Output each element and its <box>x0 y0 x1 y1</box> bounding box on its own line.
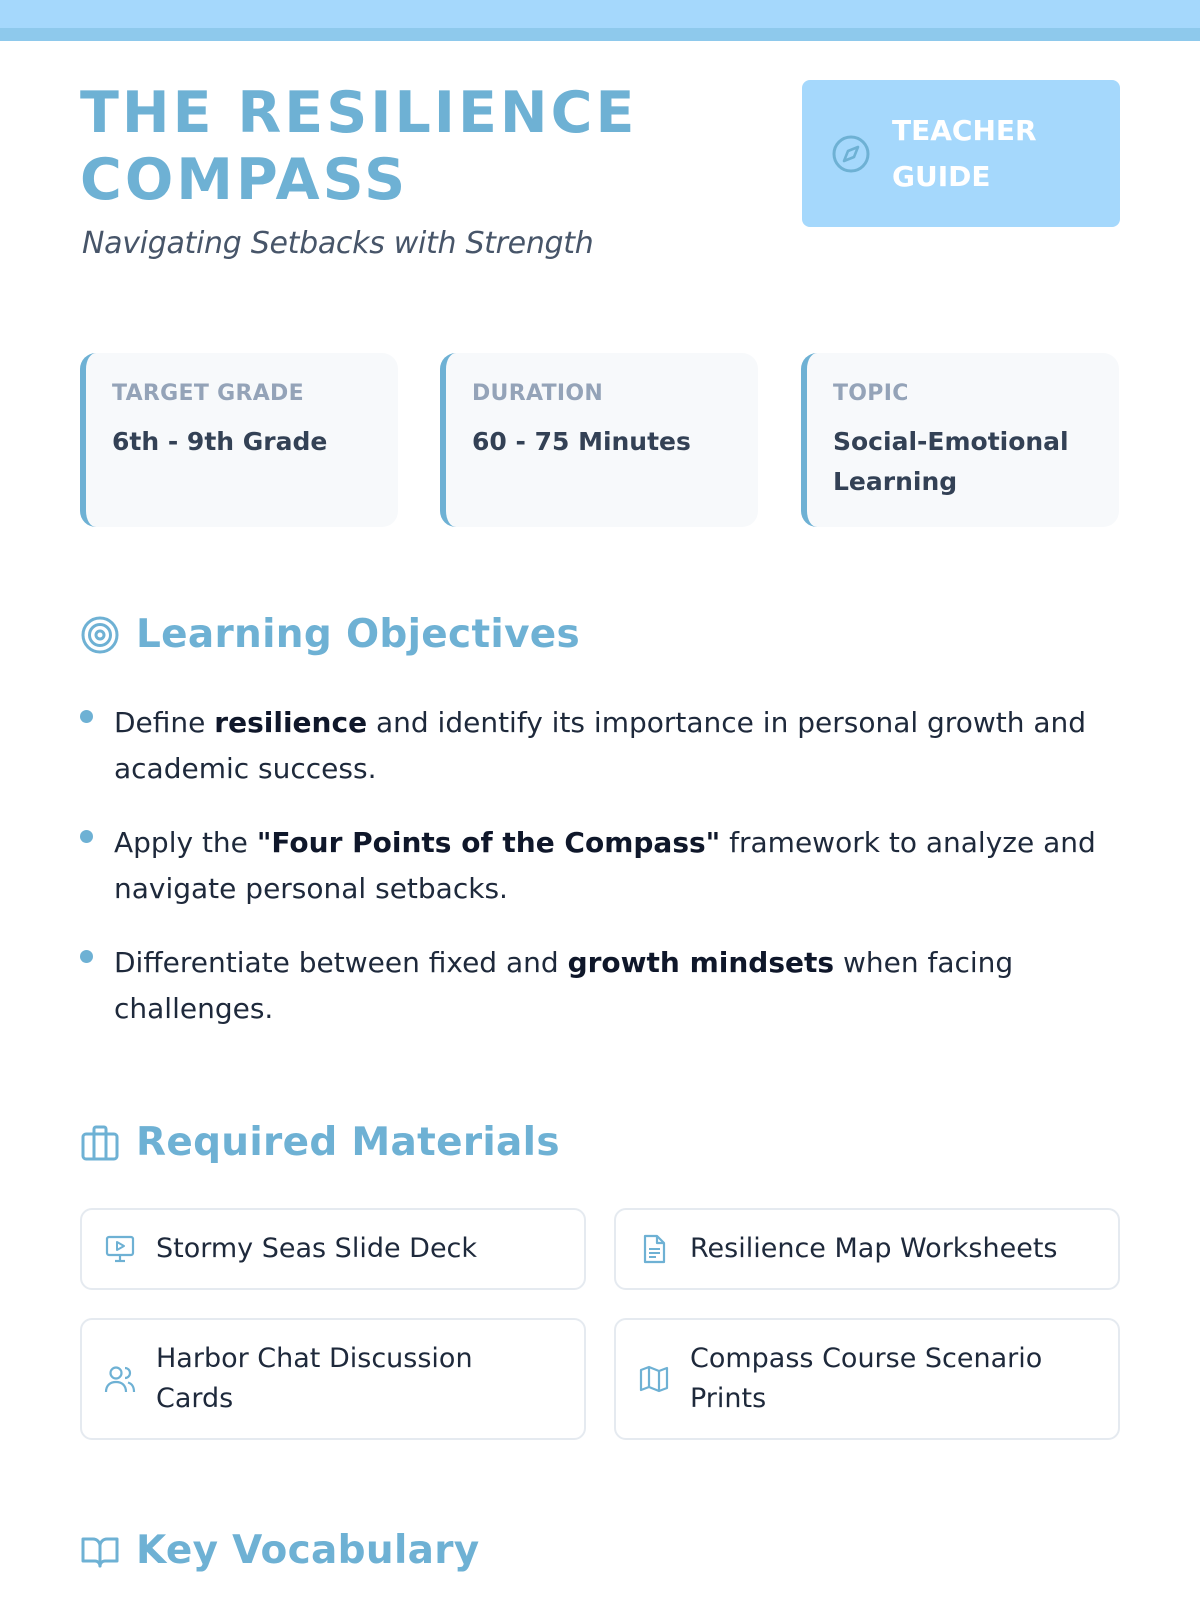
target-icon <box>80 615 120 655</box>
objective-item <box>80 700 1120 792</box>
document-icon <box>638 1233 670 1265</box>
teacher-guide-label: TEACHER GUIDE <box>892 113 1037 193</box>
material-label: Resilience Map Worksheets <box>690 1233 1058 1264</box>
bullet-dot <box>80 950 93 963</box>
top-banner <box>0 0 1200 28</box>
objective-text: Define <box>114 706 215 739</box>
objectives-heading <box>80 612 580 657</box>
meta-label: TARGET GRADE <box>112 381 304 406</box>
compass-icon <box>830 133 872 175</box>
users-icon <box>104 1363 136 1395</box>
objective-text: Differentiate between fixed and <box>114 946 568 979</box>
vocabulary-title: Key Vocabulary <box>136 1528 480 1573</box>
objectives-list <box>80 700 1120 1060</box>
teacher-guide-button[interactable] <box>802 80 1120 227</box>
bullet-dot <box>80 830 93 843</box>
objective-keyword: resilience <box>214 706 368 739</box>
meta-label: DURATION <box>472 381 604 406</box>
bullet-dot <box>80 710 93 723</box>
meta-value: 6th - 9th Grade <box>112 427 328 456</box>
objective-keyword: "Four Points of the Compass" <box>256 826 721 859</box>
meta-value: Social-Emotional Learning <box>833 427 1069 496</box>
material-card <box>80 1208 586 1290</box>
material-card <box>614 1318 1120 1440</box>
briefcase-icon <box>80 1123 120 1163</box>
meta-card-duration <box>440 353 758 527</box>
material-label: Compass Course Scenario Prints <box>690 1343 1043 1414</box>
meta-card-topic <box>801 353 1119 527</box>
meta-card-grade <box>80 353 398 527</box>
materials-heading <box>80 1120 560 1165</box>
materials-title: Required Materials <box>136 1120 560 1165</box>
material-label: Harbor Chat Discussion Cards <box>156 1343 473 1414</box>
page-subtitle: Navigating Setbacks with Strength <box>82 226 594 261</box>
objectives-title: Learning Objectives <box>136 612 581 657</box>
material-card <box>80 1318 586 1440</box>
meta-label: TOPIC <box>833 381 909 406</box>
top-banner-edge <box>0 28 1200 41</box>
objective-text: and identify its importance in personal growth and academic success. <box>114 706 1087 785</box>
page-title: THE RESILIENCE COMPASS <box>80 80 638 213</box>
objective-item <box>80 820 1120 912</box>
objective-keyword: growth mindsets <box>567 946 835 979</box>
objective-text: Apply the <box>114 826 257 859</box>
objective-item <box>80 940 1120 1032</box>
vocabulary-heading <box>80 1528 480 1573</box>
material-card <box>614 1208 1120 1290</box>
meta-value: 60 - 75 Minutes <box>472 427 691 456</box>
map-icon <box>638 1363 670 1395</box>
objective-text: framework to analyze and navigate personal setbacks. <box>114 826 1096 905</box>
open-book-icon <box>80 1531 120 1571</box>
presentation-icon <box>104 1233 136 1265</box>
material-label: Stormy Seas Slide Deck <box>156 1233 478 1264</box>
objective-text: when facing challenges. <box>114 946 1014 1025</box>
